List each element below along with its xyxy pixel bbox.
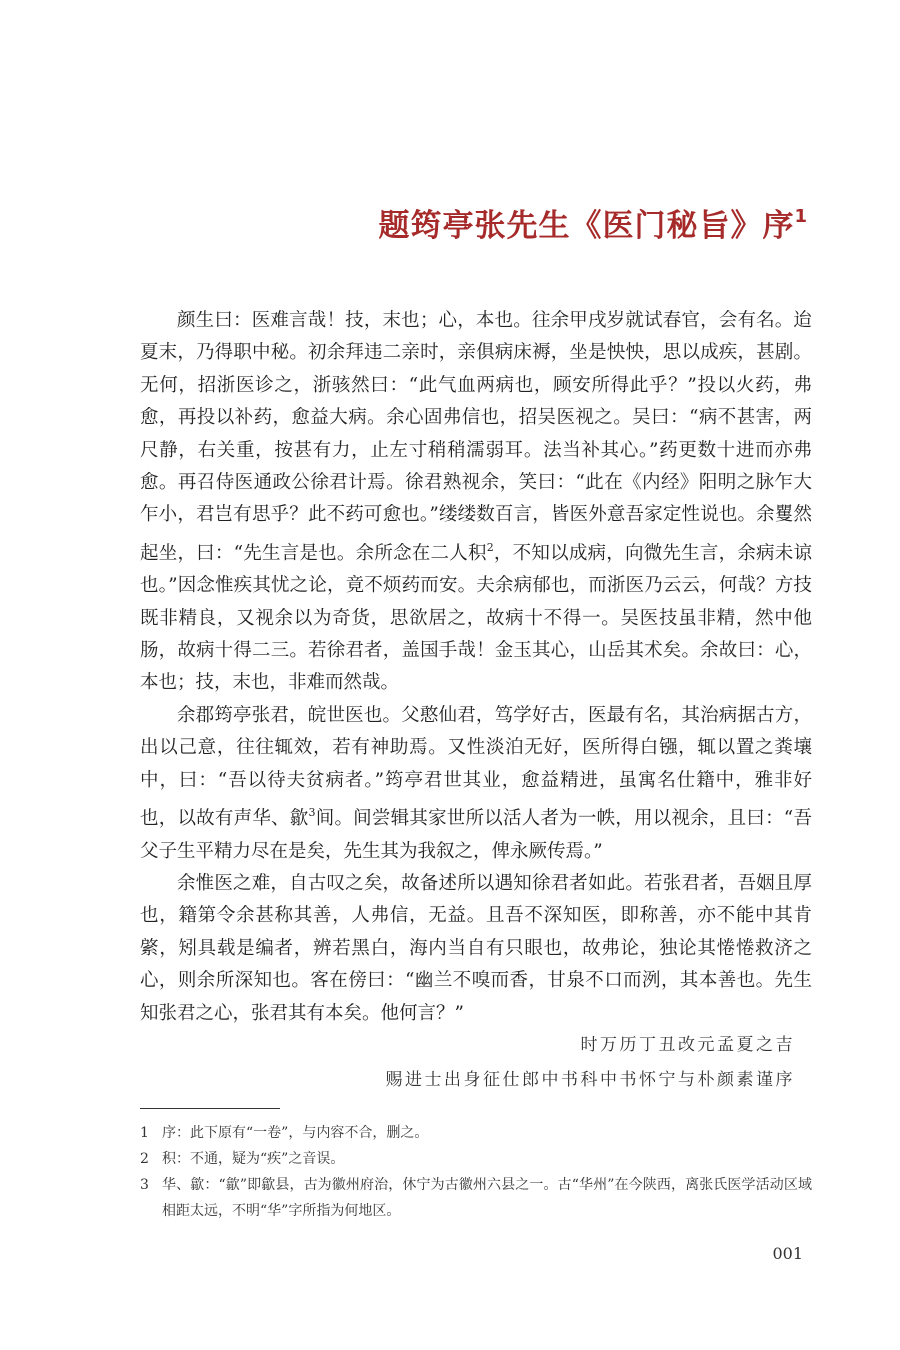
chapter-title-text: 题筠亭张先生《医门秘旨》序 bbox=[378, 208, 795, 244]
footnote-3 bbox=[140, 1172, 812, 1224]
paragraph-1-text-a: 颜生曰：医难言哉！技，末也；心，本也。往余甲戌岁就试春官，会有名。迨夏末，乃得职中秘。初余拜违二亲时，亲俱病床褥，坐是怏怏，思以成疾，甚剧。无何，招浙医诊之，浙骇然曰：“此气血两病也，顾安所得此乎？”投以火药，弗愈，再投以补药，愈益大病。余心固弗信也，招吴医视之。吴曰：“病不甚害，两尺静，右关重，按甚有力，止左寸稍稍濡弱耳。法当补其心。”药更数十进而亦弗愈。再召侍医通政公徐君计焉。徐君熟视余，笑曰：“此在《内经》阳明之脉乍大乍小，君岂有思乎？此不药可愈也。”缕缕数百言，皆医外意吾家定性说也。余矍然起坐，曰：“先生言是也。余所念在二人积 bbox=[140, 310, 812, 564]
paragraph-2-text-a: 余郡筠亭张君，皖世医也。父憨仙君，笃学好古，医最有名，其治病据古方，出以己意，往往辄效，若有神助焉。又性淡泊无好，医所得白镪，辄以置之粪壤中，曰：“吾以待夫贫病者。”筠亭君世其业，愈益精进，虽寓名仕籍中，雅非好也，以故有声华、歙 bbox=[140, 704, 812, 830]
footnote-divider bbox=[140, 1108, 280, 1109]
signoff-date: 时万历丁丑改元孟夏之吉 bbox=[580, 1035, 795, 1055]
preface-body bbox=[140, 305, 812, 1030]
signoff-author: 赐进士出身征仕郎中书科中书怀宁与朴颜素谨序 bbox=[385, 1070, 795, 1090]
footnote-marker-1: 1 bbox=[794, 206, 808, 227]
page-number: 001 bbox=[772, 1244, 803, 1263]
paragraph-2 bbox=[140, 700, 812, 868]
paragraph-1 bbox=[140, 305, 812, 700]
footnote-text: 积：不通，疑为“疾”之音误。 bbox=[162, 1151, 345, 1167]
paragraph-3 bbox=[140, 868, 812, 1030]
footnote-text: 华、歙：“歙”即歙县，古为徽州府治，休宁为古徽州六县之一。古“华州”在今陕西，离张氏医学活动区域相距太远，不明“华”字所指为何地区。 bbox=[162, 1177, 812, 1219]
paragraph-3-text: 余惟医之难，自古叹之矣，故备述所以遇知徐君者如此。若张君者，吾姻且厚也，籍第令余甚称其善，人弗信，无益。且吾不深知医，即称善，亦不能中其肯綮，矧具载是编者，辨若黑白，海内当自有只眼也，故弗论，独论其惓惓救济之心，则余所深知也。客在傍曰：“幽兰不嗅而香，甘泉不口而洌，其本善也。先生知张君之心，张君其有本矣。他何言？” bbox=[140, 872, 812, 1024]
footnote-1 bbox=[140, 1120, 812, 1146]
paragraph-1-text-b: ，不知以成病，向微先生言，余病未谅也。”因念惟疾其忧之论，竟不烦药而安。夫余病郁也，而浙医乃云云，何哉？方技既非精良，又视余以为奇货，思欲居之，故病十不得一。吴医技虽非精，然中他肠，故病十得二三。若徐君者，盖国手哉！金玉其心，山岳其术矣。余故曰：心，本也；技，末也，非难而然哉。 bbox=[140, 542, 812, 694]
footnote-number: 1 bbox=[140, 1125, 149, 1141]
footnote-2 bbox=[140, 1146, 812, 1172]
footnote-text: 序：此下原有“一卷”，与内容不合，删之。 bbox=[162, 1125, 429, 1141]
footnote-number: 3 bbox=[140, 1177, 149, 1193]
footnote-marker-2: 2 bbox=[486, 540, 494, 554]
footnote-number: 2 bbox=[140, 1151, 149, 1167]
chapter-title bbox=[378, 200, 808, 245]
paragraph-2-text-b: 间。间尝辑其家世所以活人者为一帙，用以视余，且曰：“吾父子生平精力尽在是矣，先生其为我叙之，俾永厥传焉。” bbox=[140, 808, 812, 862]
footnotes bbox=[140, 1120, 812, 1224]
footnote-marker-3: 3 bbox=[308, 806, 316, 820]
